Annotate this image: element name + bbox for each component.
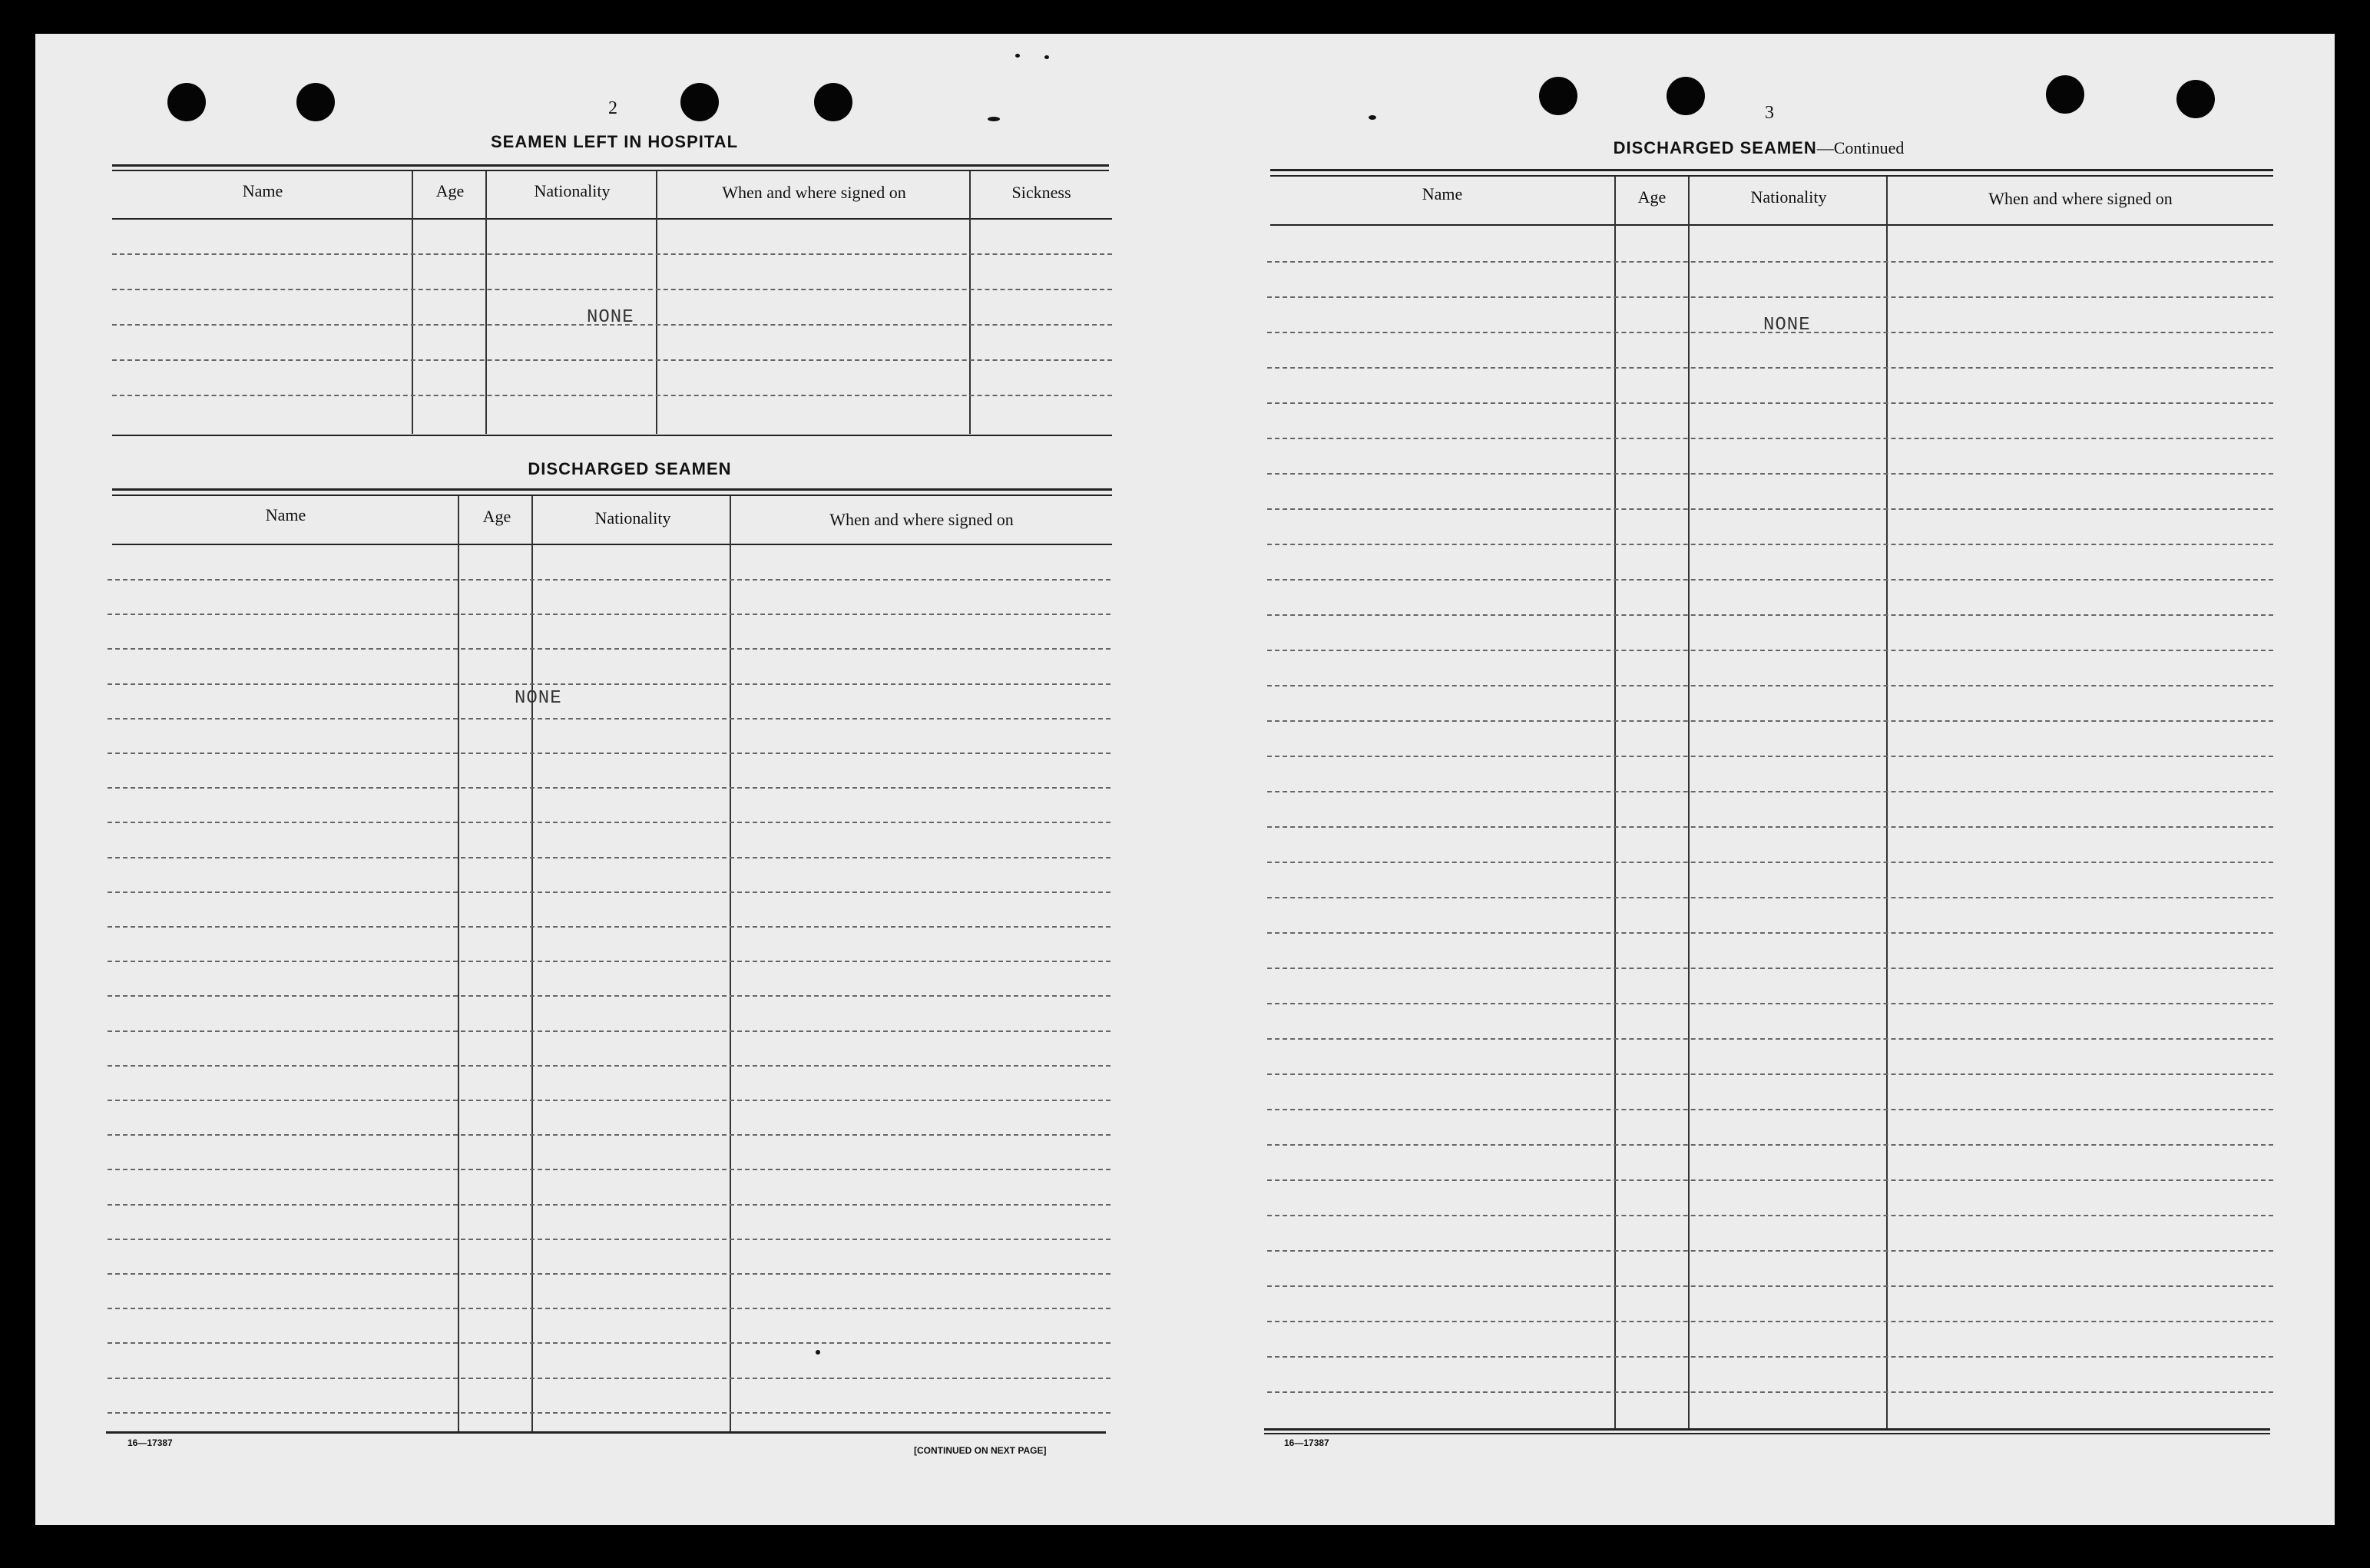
row-line [1267, 614, 2273, 616]
discharged-header-signed-on: When and where signed on [829, 510, 1014, 529]
punch-hole [2176, 80, 2215, 118]
rule [112, 488, 1112, 491]
right-header-name: Name [1422, 184, 1463, 203]
continued-note: [CONTINUED ON NEXT PAGE] [914, 1445, 1047, 1456]
row-line [1267, 1003, 2273, 1004]
row-line [1267, 968, 2273, 969]
discharged-header-nationality: Nationality [594, 508, 671, 528]
rule [112, 164, 1109, 167]
row-line [112, 253, 1112, 255]
punch-hole [2046, 75, 2084, 114]
row-line [108, 1273, 1111, 1275]
row-line [1267, 685, 2273, 686]
row-line [1267, 932, 2273, 934]
row-line [1267, 1250, 2273, 1252]
speck [1015, 54, 1020, 58]
speck [1044, 55, 1049, 59]
rule [1270, 224, 2273, 226]
hospital-header-nationality: Nationality [534, 181, 611, 200]
speck [816, 1350, 820, 1355]
row-line [108, 1030, 1111, 1032]
page-number-right: 3 [1765, 103, 1774, 123]
rule [1264, 1433, 2270, 1434]
hospital-none-entry: NONE [587, 307, 634, 328]
row-line [1267, 1321, 2273, 1322]
right-header-nationality: Nationality [1750, 187, 1827, 207]
row-line [108, 753, 1111, 754]
column-divider [531, 496, 533, 1431]
row-line [1267, 756, 2273, 757]
row-line [108, 1065, 1111, 1067]
form-number-left: 16—17387 [127, 1437, 173, 1448]
rule [1270, 169, 2273, 171]
right-header-age: Age [1637, 187, 1667, 207]
rule [106, 1431, 1106, 1434]
column-divider [458, 496, 459, 1431]
rule [112, 218, 1112, 220]
hospital-header-age: Age [435, 181, 465, 200]
rule [112, 435, 1112, 436]
discharged-header-age: Age [482, 507, 511, 526]
row-line [108, 892, 1111, 893]
row-line [108, 1342, 1111, 1344]
row-line [1267, 1109, 2273, 1110]
column-divider [1614, 177, 1616, 1430]
row-line [1267, 1038, 2273, 1040]
form-number-right: 16—17387 [1284, 1437, 1329, 1448]
title-suffix: —Continued [1816, 138, 1905, 157]
row-line [1267, 508, 2273, 510]
row-line [1267, 897, 2273, 898]
hospital-header-name: Name [242, 181, 283, 200]
row-line [108, 961, 1111, 962]
row-line [108, 995, 1111, 997]
row-line [108, 579, 1111, 581]
row-line [108, 718, 1111, 719]
column-divider [1688, 177, 1690, 1430]
row-line [108, 857, 1111, 858]
hospital-header-sickness: Sickness [1011, 183, 1071, 202]
discharged-continued-none-entry: NONE [1763, 315, 1811, 336]
row-line [108, 1169, 1111, 1170]
form-sheet [35, 34, 2335, 1525]
title-main: DISCHARGED SEAMEN [1613, 138, 1817, 157]
row-line [108, 787, 1111, 789]
rule [112, 544, 1112, 545]
rule [1270, 175, 2273, 177]
row-line [1267, 1073, 2273, 1075]
row-line [1267, 438, 2273, 439]
row-line [108, 1204, 1111, 1206]
row-line [108, 683, 1111, 685]
row-line [1267, 1144, 2273, 1146]
row-line [108, 1378, 1111, 1379]
discharged-header-name: Name [265, 505, 306, 524]
hospital-section-title: SEAMEN LEFT IN HOSPITAL [490, 132, 739, 151]
row-line [1267, 402, 2273, 404]
row-line [1267, 826, 2273, 828]
row-line [1267, 1285, 2273, 1287]
discharged-section-title: DISCHARGED SEAMEN [528, 459, 732, 478]
punch-hole [167, 83, 206, 121]
row-line [1267, 1179, 2273, 1181]
rule [112, 495, 1112, 496]
row-line [108, 1100, 1111, 1101]
right-header-signed-on: When and where signed on [1988, 189, 2173, 208]
row-line [108, 614, 1111, 615]
row-line [108, 1239, 1111, 1240]
punch-hole [1539, 77, 1577, 115]
row-line [1267, 650, 2273, 651]
speck [1369, 115, 1376, 120]
row-line [108, 648, 1111, 650]
row-line [108, 822, 1111, 823]
row-line [1267, 367, 2273, 369]
discharged-none-entry: NONE [515, 688, 562, 709]
row-line [1267, 296, 2273, 298]
row-line [112, 289, 1112, 290]
punch-hole [1667, 77, 1705, 115]
row-line [1267, 1215, 2273, 1216]
row-line [108, 1308, 1111, 1309]
row-line [1267, 544, 2273, 545]
speck [988, 117, 1000, 121]
row-line [1267, 1391, 2273, 1393]
rule [1264, 1428, 2270, 1431]
row-line [1267, 720, 2273, 722]
hospital-header-signed-on: When and where signed on [722, 183, 906, 202]
row-line [1267, 579, 2273, 581]
row-line [1267, 473, 2273, 475]
row-line [108, 1134, 1111, 1136]
punch-hole [680, 83, 719, 121]
punch-hole [296, 83, 335, 121]
row-line [112, 359, 1112, 361]
row-line [112, 395, 1112, 396]
punch-hole [814, 83, 852, 121]
column-divider [1886, 177, 1888, 1430]
row-line [1267, 261, 2273, 263]
row-line [1267, 791, 2273, 792]
row-line [108, 926, 1111, 928]
row-line [1267, 862, 2273, 863]
column-divider [730, 496, 731, 1431]
row-line [108, 1412, 1111, 1414]
rule [112, 170, 1109, 171]
discharged-continued-title [1559, 138, 1958, 158]
row-line [1267, 1356, 2273, 1358]
page-number-left: 2 [608, 98, 617, 118]
